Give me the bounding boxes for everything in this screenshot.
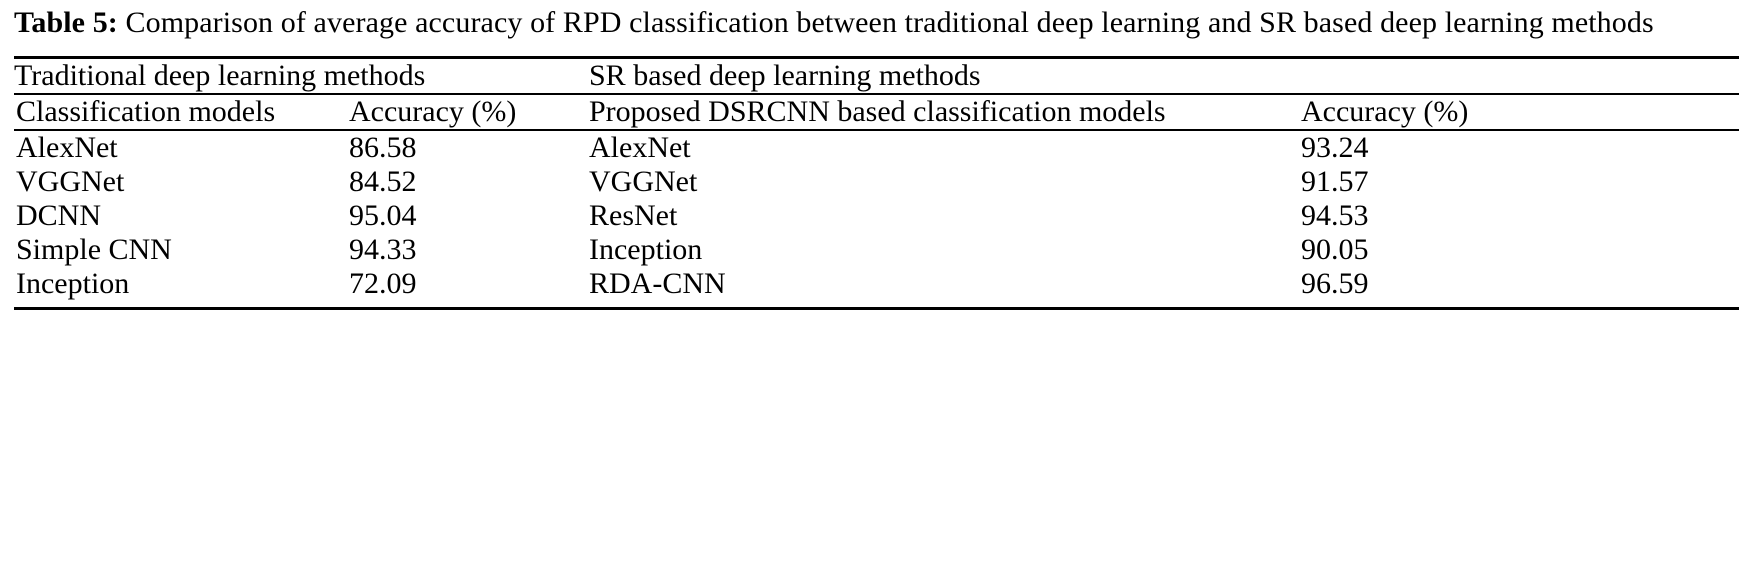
cell-sr-model: ResNet [589,199,678,233]
table-caption [14,4,1739,42]
group-header-traditional: Traditional deep learning methods [14,59,589,94]
cell-sr-accuracy: 94.53 [1301,199,1369,233]
table-bottom-rule [14,309,1739,311]
cell-traditional-model: VGGNet [16,165,125,199]
cell-traditional-model: AlexNet [16,131,118,165]
cell-traditional-accuracy: 84.52 [349,165,417,199]
table-bottom-spacer [14,301,1739,309]
table-column-header-row [14,94,1739,130]
cell-traditional-model: DCNN [16,199,102,233]
cell-traditional-model: Simple CNN [16,233,172,267]
cell-sr-model: RDA-CNN [589,267,726,301]
table-row [14,233,1739,267]
cell-sr-model: AlexNet [589,131,691,165]
cell-sr-accuracy: 93.24 [1301,131,1369,165]
table-row [14,267,1739,301]
column-header-accuracy-sr: Accuracy (%) [1301,95,1469,129]
group-header-sr-based: SR based deep learning methods [589,59,1739,94]
comparison-table [14,56,1739,310]
column-header-dsrcnn-models: Proposed DSRCNN based classification models [589,95,1166,129]
table-row [14,131,1739,165]
cell-traditional-accuracy: 94.33 [349,233,417,267]
cell-sr-accuracy: 91.57 [1301,165,1369,199]
table-caption-text: Comparison of average accuracy of RPD classification between traditional deep learning and SR based deep learning methods [125,6,1654,39]
table-figure-page [0,4,1753,577]
cell-sr-model: Inception [589,233,703,267]
cell-traditional-accuracy: 95.04 [349,199,417,233]
table-caption-label: Table 5: [14,6,118,39]
column-header-accuracy-traditional: Accuracy (%) [349,95,517,129]
cell-sr-accuracy: 96.59 [1301,267,1369,301]
cell-traditional-model: Inception [16,267,130,301]
table-group-header-row [14,59,1739,94]
cell-traditional-accuracy: 86.58 [349,131,417,165]
table-row [14,165,1739,199]
cell-sr-accuracy: 90.05 [1301,233,1369,267]
cell-sr-model: VGGNet [589,165,698,199]
cell-traditional-accuracy: 72.09 [349,267,417,301]
table-row [14,199,1739,233]
column-header-classification-models: Classification models [16,95,276,129]
